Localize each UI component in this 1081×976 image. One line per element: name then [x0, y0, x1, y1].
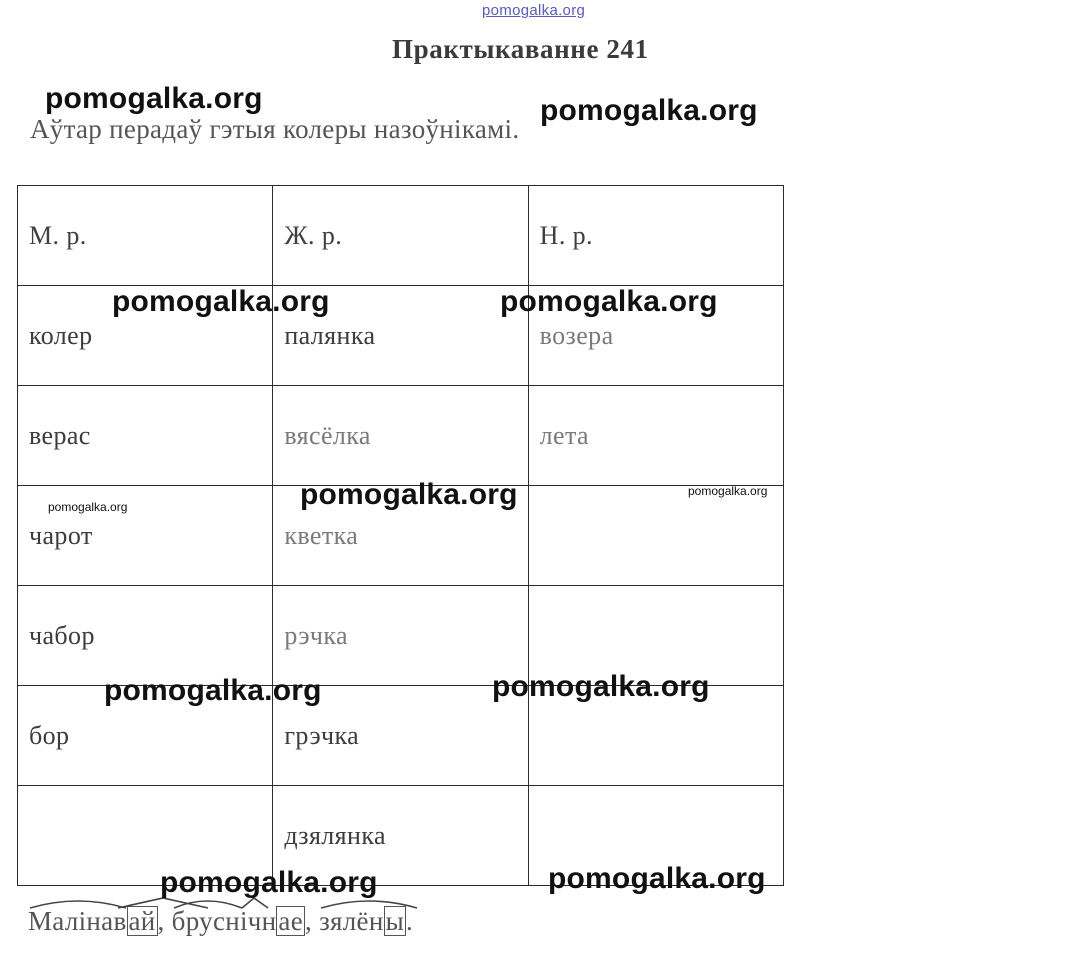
table-cell: бор: [18, 686, 273, 786]
watermark-text: pomogalka.org: [548, 862, 766, 895]
watermark-text: pomogalka.org: [45, 82, 263, 115]
table-cell: колер: [18, 286, 273, 386]
word-root-mark: [319, 906, 384, 937]
table-cell: лета: [528, 386, 783, 486]
watermark-text: pomogalka.org: [160, 866, 378, 899]
watermark-text: pomogalka.org: [500, 285, 718, 318]
word3-stem: зялён: [319, 906, 384, 936]
table-cell: кветка: [273, 486, 528, 586]
page-title: Практыкаванне 241: [392, 34, 649, 64]
watermark-text: pomogalka.org: [112, 285, 330, 318]
ending-box: ай: [128, 906, 156, 936]
table-header-row: [18, 186, 784, 286]
table-cell: дзялянка: [273, 786, 528, 886]
table-cell: грэчка: [273, 686, 528, 786]
period: .: [406, 906, 414, 936]
table-cell: [528, 486, 783, 586]
word2-stem: бруснічн: [171, 906, 277, 936]
table-cell: вясёлка: [273, 386, 528, 486]
word1-stem: Маліна: [28, 906, 114, 936]
morpheme-analysis-line: [28, 906, 413, 937]
table-cell: чабор: [18, 586, 273, 686]
watermark-text: pomogalka.org: [300, 478, 518, 511]
watermark-text: pomogalka.org: [48, 500, 128, 514]
watermark-text: pomogalka.org: [104, 674, 322, 707]
word1-suffix: в: [113, 906, 127, 936]
table-cell: возера: [528, 286, 783, 386]
table-cell: рэчка: [273, 586, 528, 686]
suffix-mark: [113, 906, 126, 937]
watermark-text: pomogalka.org: [540, 94, 758, 127]
source-link[interactable]: pomogalka.org: [482, 2, 586, 19]
table-cell: палянка: [273, 286, 528, 386]
table-cell: чарот: [18, 486, 273, 586]
watermark-text: pomogalka.org: [492, 670, 710, 703]
separator: ,: [157, 906, 172, 936]
exercise-instruction: Аўтар перадаў гэтыя колеры назоўнікамі.: [30, 114, 520, 144]
watermark-text: pomogalka.org: [688, 484, 768, 498]
ending-box: ае: [278, 906, 303, 936]
separator: ,: [304, 906, 320, 936]
header-neuter: Н. р.: [528, 186, 783, 286]
table-cell: верас: [18, 386, 273, 486]
ending-box: ы: [385, 906, 405, 936]
header-feminine: Ж. р.: [273, 186, 528, 286]
header-masculine: М. р.: [18, 186, 273, 286]
word-root-mark: [172, 906, 277, 937]
table-row: [18, 386, 784, 486]
word-root-mark: [28, 906, 113, 937]
